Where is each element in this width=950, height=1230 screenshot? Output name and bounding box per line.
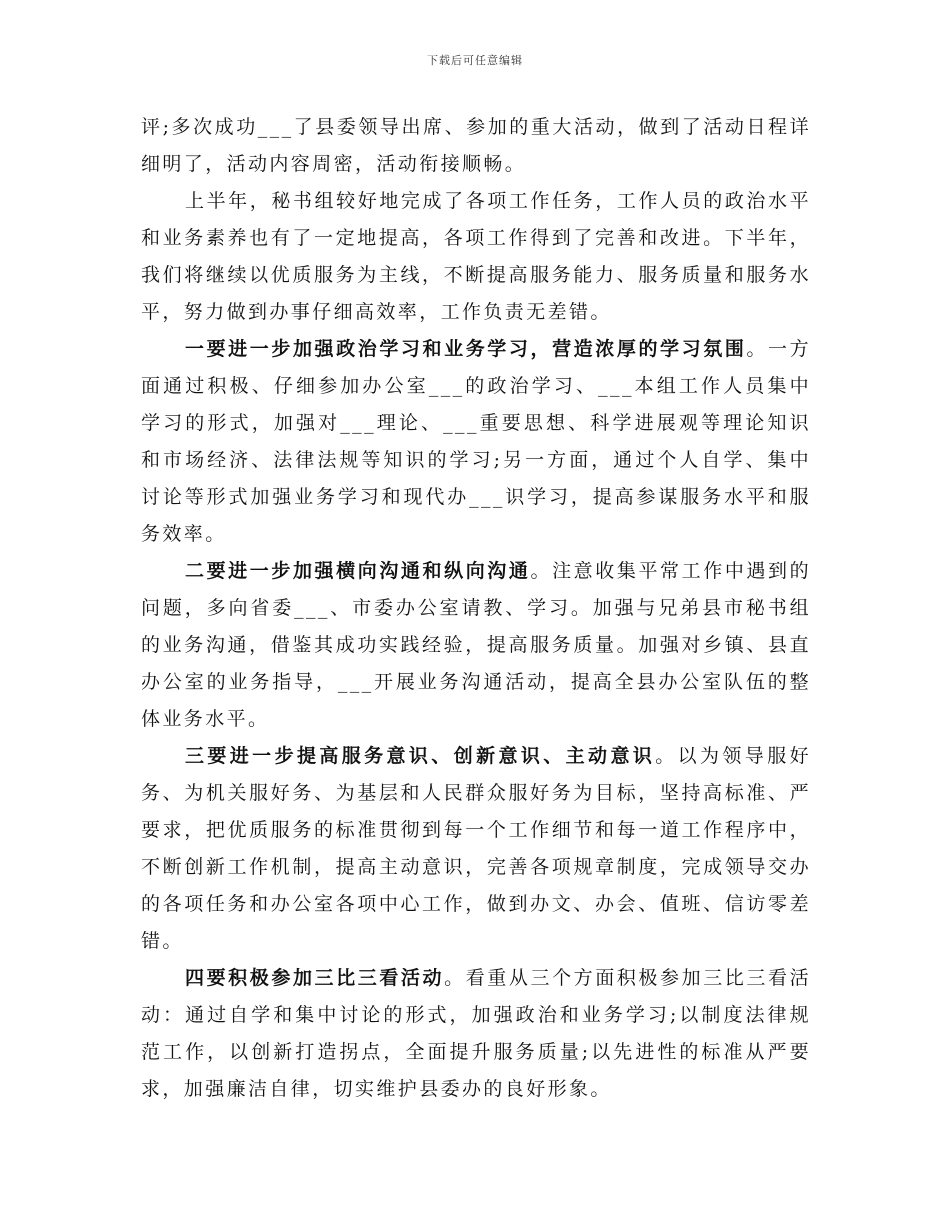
paragraph-point-3 — [141, 738, 811, 960]
paragraph-point-1 — [141, 331, 811, 553]
paragraph-point-2 — [141, 553, 811, 738]
paragraph-lead-heading: 四要积极参加三比三看活动 — [185, 967, 445, 989]
paragraph-continuation — [141, 109, 811, 183]
paragraph-text: 。以为领导服好务、为机关服好务、为基层和人民群众服好务为目标，坚持高标准、严要求，把优质服务的标准贯彻到每一个工作细节和每一道工作程序中，不断创新工作机制，提高主动意识，完善各项规章制度，完成领导交办的各项任务和办公室各项中心工作，做到办文、办会、值班、信访零差错。 — [141, 745, 811, 952]
paragraph-text: 。注意收集平常工作中遇到的问题，多向省委___、市委办公室请教、学习。加强与兄弟县市秘书组的业务沟通，借鉴其成功实践经验，提高服务质量。加强对乡镇、县直办公室的业务指导，___开展业务沟通活动，提高全县办公室队伍的整体业务水平。 — [141, 560, 811, 730]
paragraph-point-4 — [141, 960, 811, 1108]
paragraph-text: 。看重从三个方面积极参加三比三看活动：通过自学和集中讨论的形式，加强政治和业务学习;以制度法律规范工作，以创新打造拐点，全面提升服务质量;以先进性的标准从严要求，加强廉洁自律，切实维护县委办的良好形象。 — [141, 967, 811, 1100]
paragraph-text: 上半年，秘书组较好地完成了各项工作任务，工作人员的政治水平和业务素养也有了一定地提高，各项工作得到了完善和改进。下半年，我们将继续以优质服务为主线，不断提高服务能力、服务质量和服务水平，努力做到办事仔细高效率，工作负责无差错。 — [141, 190, 811, 323]
paragraph-lead-heading: 三要进一步提高服务意识、创新意识、主动意识 — [185, 745, 656, 767]
document-body — [141, 109, 811, 1108]
paragraph-text: 。一方面通过积极、仔细参加办公室___的政治学习、___本组工作人员集中学习的形式，加强对___理论、___重要思想、科学进展观等理论知识和市场经济、法律法规等知识的学习;另一方面，通过个人自学、集中讨论等形式加强业务学习和现代办___识学习，提高参谋服务水平和服务效率。 — [141, 338, 812, 545]
paragraph-text: 评;多次成功___了县委领导出席、参加的重大活动，做到了活动日程详细明了，活动内容周密，活动衔接顺畅。 — [141, 116, 811, 175]
paragraph-summary — [141, 183, 811, 331]
paragraph-lead-heading: 二要进一步加强横向沟通和纵向沟通 — [185, 560, 531, 582]
paragraph-lead-heading: 一要进一步加强政治学习和业务学习，营造浓厚的学习氛围 — [185, 338, 747, 360]
page-header: 下载后可任意编辑 — [427, 54, 523, 67]
